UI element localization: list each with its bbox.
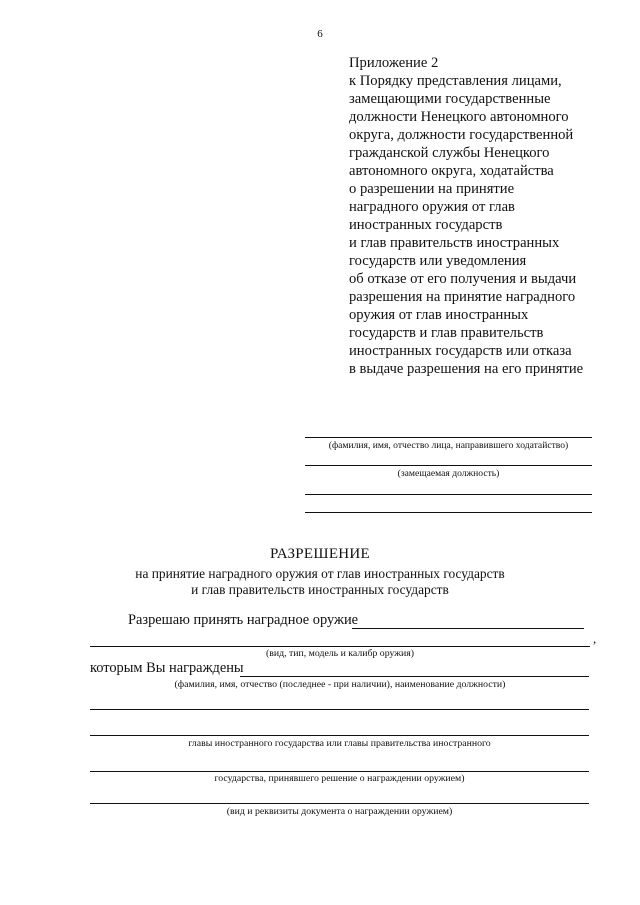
appendix-line: замещающими государственные [349,91,551,107]
document-title: РАЗРЕШЕНИЕ [269,546,371,562]
awarded-field[interactable] [240,676,589,677]
awarded-text: которым Вы награждены [90,660,244,676]
appendix-line: разрешения на принятие наградного [349,289,576,305]
head-of-state-field[interactable] [90,735,589,736]
appendix-line: должности Ненецкого автономного [349,109,569,125]
head-of-state-caption: главы иностранного государства или главы правительства иностранного [188,738,491,749]
state-field[interactable] [90,771,589,772]
document-subtitle-line-2: и глав правительств иностранных государств [191,582,449,597]
awarded-caption: (фамилия, имя, отчество (последнее - при наличии), наименование должности) [174,679,506,690]
appendix-line: и глав правительств иностранных [349,235,560,251]
appendix-line: государств или уведомления [349,253,527,269]
appendix-line: о разрешении на принятие [349,181,515,197]
addressee-name-caption: (фамилия, имя, отчество лица, направившего ходатайство) [328,440,569,451]
appendix-line: гражданской службы Ненецкого [349,145,550,161]
appendix-line: оружия от глав иностранных [349,307,529,323]
appendix-line: к Порядку представления лицами, [349,73,562,89]
award-document-field[interactable] [90,803,589,804]
appendix-header [349,54,619,378]
weapon-field-2[interactable] [90,646,590,647]
addressee-extra-field-2[interactable] [305,512,592,513]
addressee-name-field[interactable] [305,437,592,438]
comma-mark: , [593,631,597,646]
document-subtitle-line-1: на принятие наградного оружия от глав иностранных государств [135,566,505,581]
appendix-line: автономного округа, ходатайства [349,163,554,179]
appendix-line: наградного оружия от глав [349,199,515,215]
addressee-position-field[interactable] [305,465,592,466]
appendix-line: иностранных государств [349,217,503,233]
permit-text: Разрешаю принять наградное оружие [128,612,359,628]
weapon-caption: (вид, тип, модель и калибр оружия) [265,648,415,659]
weapon-field-1[interactable] [352,628,584,629]
addressee-extra-field-1[interactable] [305,494,592,495]
appendix-line: Приложение 2 [349,55,439,71]
appendix-line: округа, должности государственной [349,127,574,143]
awarded-field-2[interactable] [90,709,589,710]
appendix-line: иностранных государств или отказа [349,343,572,359]
page-number: 6 [317,28,323,40]
state-caption: государства, принявшего решение о награждении оружием) [214,773,465,784]
addressee-position-caption: (замещаемая должность) [397,468,500,479]
appendix-line: об отказе от его получения и выдачи [349,271,577,287]
appendix-line: государств и глав правительств [349,325,544,341]
appendix-line: в выдаче разрешения на его принятие [349,361,584,377]
award-document-caption: (вид и реквизиты документа о награждении оружием) [226,806,453,817]
